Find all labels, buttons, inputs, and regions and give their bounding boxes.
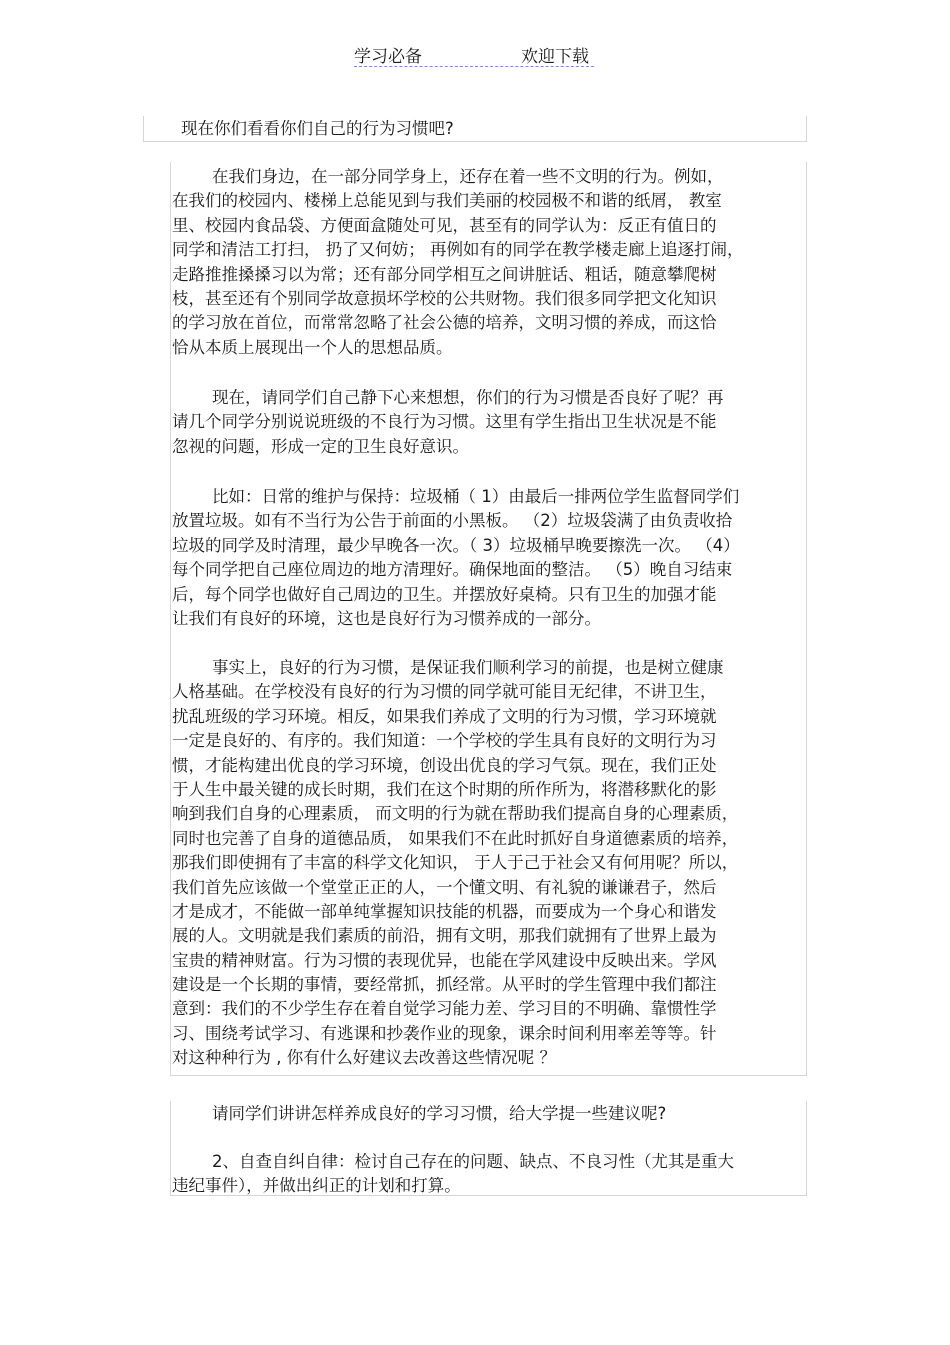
paragraph-line: 那我们即使拥有了丰富的科学文化知识， 于人于己于社会又有何用呢？所以， [172, 853, 739, 873]
paragraph-line: 对这种种行为 , 你有什么好建议去改善这些情况呢 ？ [172, 1048, 556, 1068]
question-line: 现在你们看看你们自己的行为习惯吧? [181, 119, 454, 138]
paragraph-line: 在我们身边，在一部分同学身上，还存在着一些不文明的行为。例如， [212, 167, 724, 186]
paragraph-line: 2、自查自纠自律：检讨自己存在的问题、缺点、不良习性（尤其是重大 [212, 1152, 734, 1171]
paragraph-3 [172, 485, 740, 631]
paragraph-6 [172, 1150, 734, 1199]
paragraph-line: 我们首先应该做一个堂堂正正的人，一个懂文明、有礼貌的谦谦君子，然后 [172, 877, 717, 897]
paragraph-line: 习、围绕考试学习、有逃课和抄袭作业的现象，课余时间利用率差等等。针 [172, 1023, 717, 1043]
paragraph-line: 同学和清洁工打扫， 扔了又何妨； 再例如有的同学在教学楼走廊上追逐打闹， [172, 240, 744, 260]
paragraph-line: 垃圾的同学及时清理，最少早晚各一次。（ 3）垃圾桶早晚要擦洗一次。 （4） [172, 535, 740, 555]
paragraph-line: 意到：我们的不少学生存在着自觉学习能力差、学习目的不明确、靠惯性学 [172, 999, 717, 1019]
paragraph-line: 现在，请同学们自己静下心来想想，你们的行为习惯是否良好了呢？再 [212, 388, 724, 407]
paragraph-line: 在我们的校园内、楼梯上总能见到与我们美丽的校园极不和谐的纸屑， 教室 [172, 191, 722, 211]
paragraph-line: 后，每个同学也做好自己周边的卫生。并摆放好桌椅。只有卫生的加强才能 [172, 584, 717, 604]
paragraph-2 [172, 386, 724, 459]
paragraph-line: 放置垃圾。如有不当行为公告于前面的小黑板。 （2）垃圾袋满了由负责收拾 [172, 511, 733, 531]
paragraph-line: 扰乱班级的学习环境。相反，如果我们养成了文明的行为习惯，学习环境就 [172, 706, 717, 726]
paragraph-line: 请几个同学分别说说班级的不良行为习惯。这里有学生指出卫生状况是不能 [172, 412, 717, 432]
paragraph-1 [172, 165, 744, 360]
paragraph-line: 同时也完善了自身的道德品质， 如果我们不在此时抓好自身道德素质的培养， [172, 828, 739, 848]
paragraph-line: 违纪事件），并做出纠正的计划和打算。 [172, 1176, 461, 1196]
paragraph-line: 的学习放在首位，而常常忽略了社会公德的培养，文明习惯的养成，而这恰 [172, 313, 717, 333]
paragraph-5 [172, 1102, 666, 1126]
paragraph-line: 让我们有良好的环境，这也是良好行为习惯养成的一部分。 [172, 608, 601, 628]
paragraph-line: 展的人。文明就是我们素质的前沿，拥有文明，那我们就拥有了世界上最为 [172, 926, 717, 946]
paragraph-line: 宝贵的精神财富。行为习惯的表现优异，也能在学风建设中反映出来。学风 [172, 950, 717, 970]
paragraph-line: 一定是良好的、有序的。我们知道：一个学校的学生具有良好的文明行为习 [172, 731, 717, 751]
paragraph-line: 事实上，良好的行为习惯，是保证我们顺利学习的前提，也是树立健康 [212, 658, 724, 677]
header-right-text: 欢迎下载 [521, 47, 589, 67]
paragraph-line: 才是成才，不能做一部单纯掌握知识技能的机器，而要成为一个身心和谐发 [172, 901, 717, 921]
header-left-text: 学习必备 [354, 47, 422, 67]
paragraph-line: 比如：日常的维护与保持：垃圾桶（ 1）由最后一排两位学生监督同学们 [212, 487, 740, 506]
paragraph-line: 于人生中最关键的成长时期，我们在这个时期的所作所为，将潜移默化的影 [172, 779, 717, 799]
paragraph-line: 走路推推搡搡习以为常；还有部分同学相互之间讲脏话、粗话，随意攀爬树 [172, 264, 717, 284]
paragraph-line: 惯，才能构建出优良的学习环境，创设出优良的学习气氛。现在，我们正处 [172, 755, 717, 775]
paragraph-line: 恰从本质上展现出一个人的思想品质。 [172, 337, 453, 357]
paragraph-line: 忽视的问题，形成一定的卫生良好意识。 [172, 436, 469, 456]
paragraph-line: 里、校园内食品袋、方便面盒随处可见，甚至有的同学认为：反正有值日的 [172, 215, 717, 235]
paragraph-line: 人格基础。在学校没有良好的行为习惯的同学就可能目无纪律，不讲卫生， [172, 682, 717, 702]
paragraph-line: 每个同学把自己座位周边的地方清理好。确保地面的整洁。 （5）晚自习结束 [172, 560, 733, 580]
paragraph-line: 响到我们自身的心理素质， 而文明的行为就在帮助我们提高自身的心理素质， [172, 804, 739, 824]
paragraph-line: 建设是一个长期的事情，要经常抓，抓经常。从平时的学生管理中我们都注 [172, 975, 717, 995]
paragraph-line: 枝，甚至还有个别同学故意损坏学校的公共财物。我们很多同学把文化知识 [172, 288, 717, 308]
paragraph-line: 请同学们讲讲怎样养成良好的学习习惯，给大学提一些建议呢? [212, 1104, 667, 1123]
page-header [354, 40, 594, 67]
paragraph-4 [172, 656, 738, 1071]
